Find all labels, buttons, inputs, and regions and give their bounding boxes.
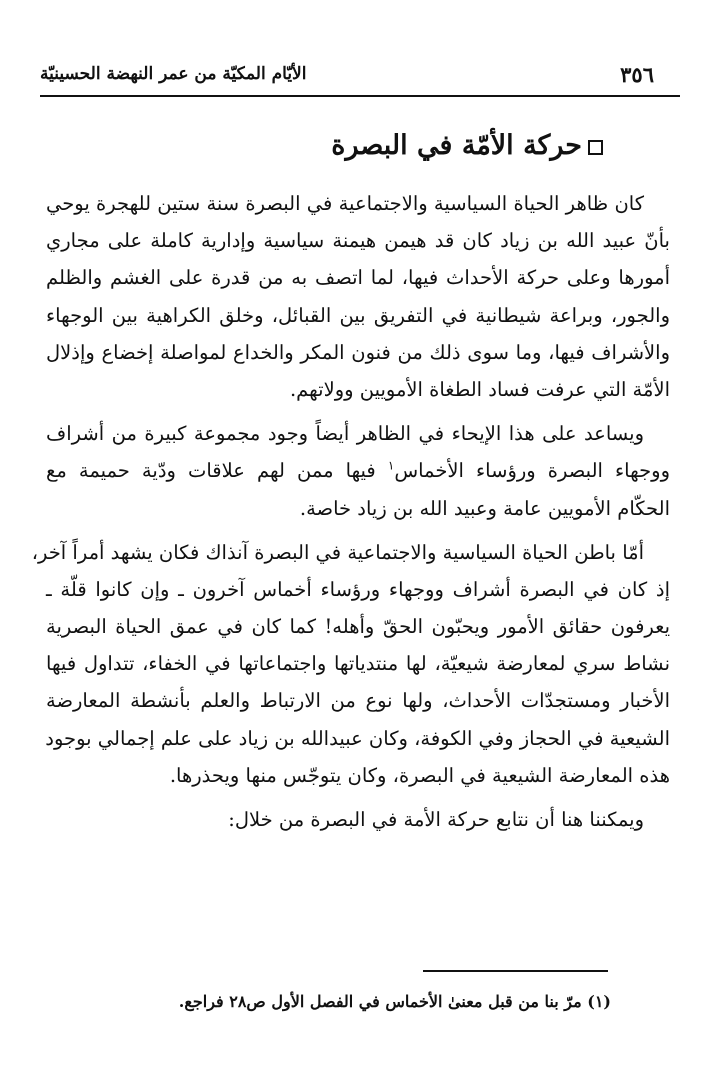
- text-line: الحكّام الأمويين عامة وعبيد الله بن زياد خاصة.: [299, 496, 670, 520]
- text-line: أمورها وعلى حركة الأحداث فيها، لما اتصف به من قدرة على الغشم والظلم: [46, 266, 670, 290]
- text-line: هذه المعارضة الشيعية في البصرة، وكان يتوجّس منها ويحذرها.: [169, 763, 670, 787]
- footnote-divider: [423, 970, 608, 972]
- section-title: حركة الأمّة في البصرة: [331, 130, 582, 161]
- text-line: الأخبار ومستجدّات الأحداث، ولها نوع من الارتباط والعلم بأنشطة المعارضة: [46, 689, 670, 713]
- page-number: ٣٥٦: [620, 62, 654, 87]
- text-line: إذ كان في البصرة أشراف ووجهاء ورؤساء أخماس آخرون ـ وإن كانوا قلّة ـ: [46, 577, 670, 601]
- running-title: الأيّام المكيّة من عمر النهضة الحسينيّة: [40, 64, 307, 84]
- text-line-with-footnote: [46, 452, 670, 489]
- text-line: بأنّ عبيد الله بن زياد كان قد هيمن هيمنة سياسية وإدارية كاملة على مجاري: [46, 229, 670, 253]
- text-line: كان ظاهر الحياة السياسية والاجتماعية في البصرة سنة ستين للهجرة يوحي: [46, 192, 644, 215]
- running-header: [40, 60, 680, 90]
- text-line: الشيعية في الحجاز وفي الكوفة، وكان عبيدالله بن زياد على علم إجمالي بوجود: [45, 726, 670, 750]
- footnote: (١) مرّ بنا من قبل معنىٰ الأخماس في الفصل الأول ص٢٨ فراجع.: [178, 992, 611, 1011]
- paragraph-3: [31, 534, 670, 794]
- paragraph-1: [46, 185, 670, 408]
- text-segment: فيها ممن لهم علاقات ودّية حميمة مع: [46, 459, 376, 483]
- paragraph-4: [46, 801, 670, 838]
- body-text: [31, 185, 670, 838]
- section-heading: [331, 130, 603, 161]
- text-line: نشاط سري لمعارضة شيعيّة، لها منتدياتها واجتماعاتها في الخفاء، تتداول فيها: [46, 652, 670, 676]
- text-line: ويساعد على هذا الإيحاء في الظاهر أيضاً وجود مجموعة كبيرة من أشراف: [46, 422, 644, 446]
- text-line: ويمكننا هنا أن نتابع حركة الأمة في البصرة من خلال:: [228, 808, 644, 831]
- footnote-marker[interactable]: ١: [387, 458, 395, 473]
- header-divider: [40, 95, 680, 97]
- text-line: الأمّة التي عرفت فساد الطغاة الأمويين وولاتهم.: [289, 377, 670, 401]
- text-line: والجور، وبراعة شيطانية في التفريق بين القبائل، وخلق الكراهية بين الوجهاء: [46, 303, 670, 327]
- text-line: أمّا باطن الحياة السياسية والاجتماعية في البصرة آنذاك فكان يشهد أمراً آخر،: [31, 540, 644, 564]
- square-bullet-icon: [588, 140, 603, 155]
- text-line: والأشراف فيها، وما سوى ذلك من فنون المكر والخداع لمواصلة إخضاع وإذلال: [46, 340, 670, 364]
- text-line: يعرفون حقائق الأمور ويحبّون الحقّ وأهله! كما كان في عمق الحياة البصرية: [46, 615, 670, 639]
- text-segment: ووجهاء البصرة ورؤساء الأخماس: [394, 459, 670, 483]
- paragraph-2: [46, 415, 670, 527]
